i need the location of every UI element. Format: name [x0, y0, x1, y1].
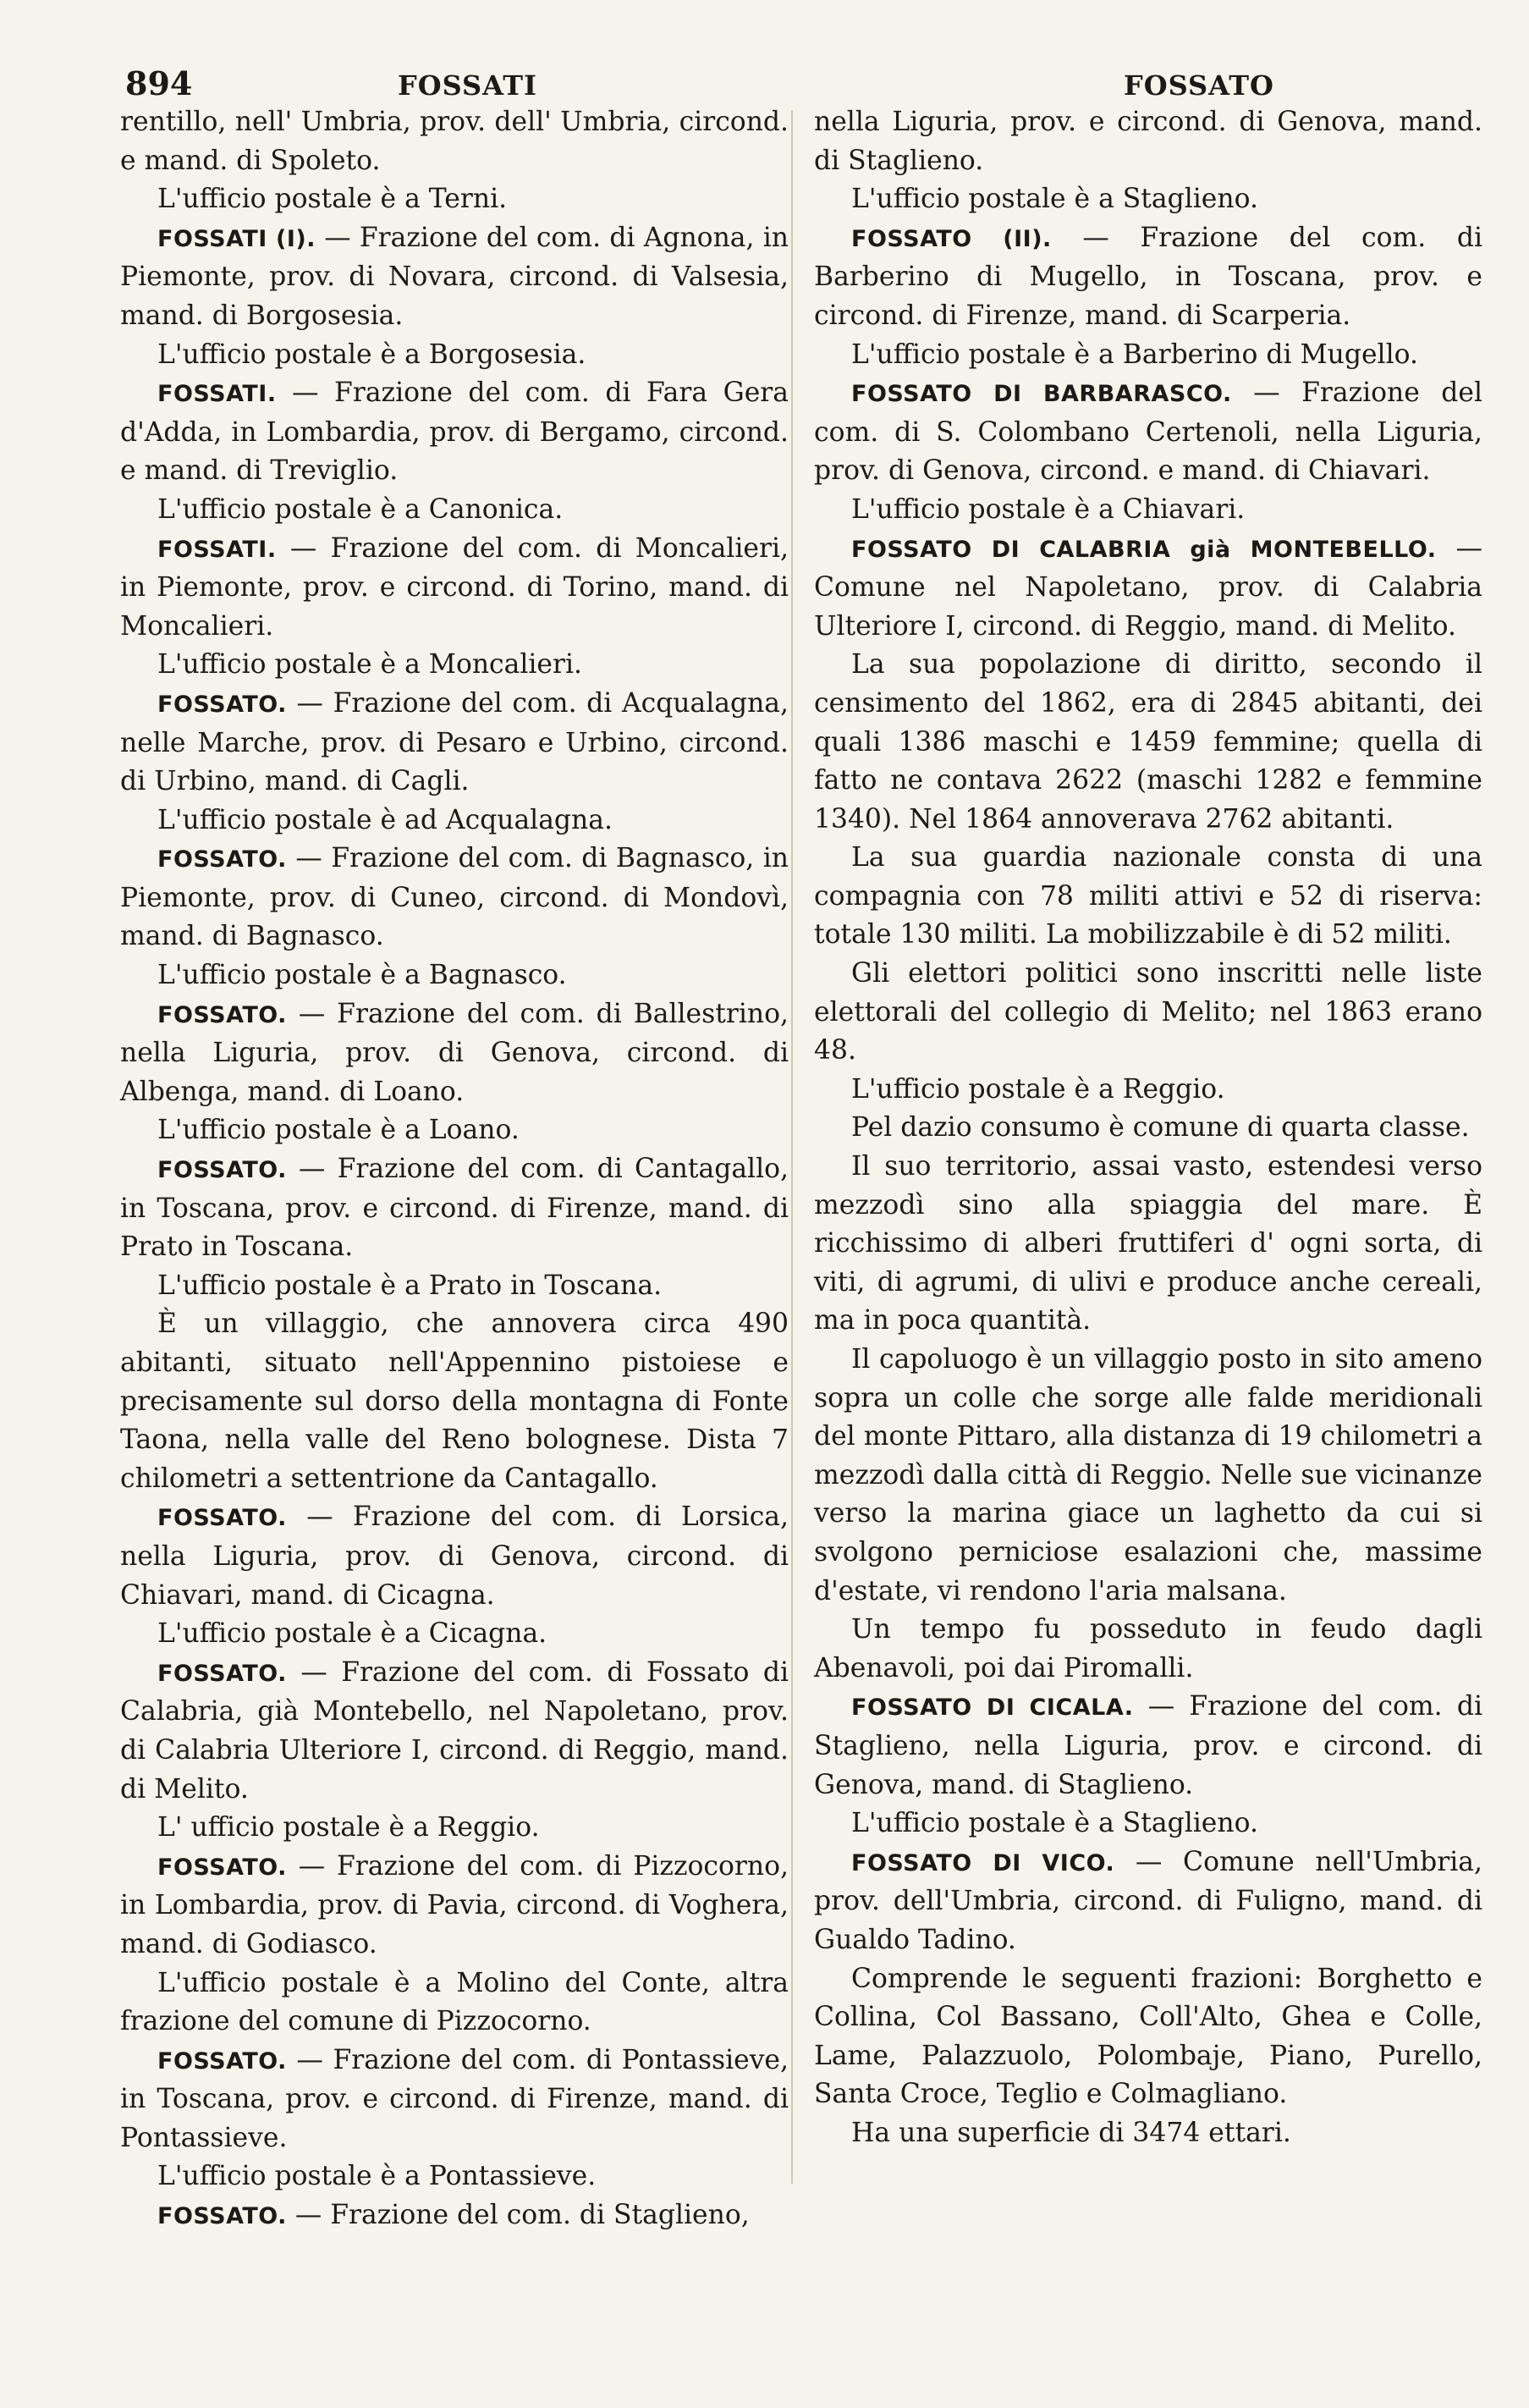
entry-text: — Comune nell'Umbria, prov. dell'Umbria, circond. di Fuligno, mand. di Gualdo Tadino.	[814, 1846, 1482, 1955]
entry-paragraph	[120, 1150, 789, 1267]
column-gutter	[791, 110, 793, 2184]
entry-text: — Frazione del com. di Pontassieve, in Toscana, prov. e circond. di Firenze, mand. di Pontassieve.	[120, 2044, 789, 2153]
entry-paragraph	[814, 2114, 1482, 2153]
entry-text: L'ufficio postale è a Loano.	[157, 1115, 520, 1146]
entry-text: L'ufficio postale è a Bagnasco.	[157, 960, 567, 991]
entry-paragraph	[120, 1305, 789, 1498]
entry-text: L'ufficio postale è a Barberino di Mugello.	[851, 339, 1418, 370]
entry-paragraph	[814, 1611, 1482, 1688]
entry-paragraph	[814, 374, 1482, 491]
entry-text: Pel dazio consumo è comune di quarta classe.	[851, 1112, 1470, 1143]
entry-text: Gli elettori politici sono inscritti nelle liste elettorali del collegio di Melito; nel 1863 erano 48.	[814, 958, 1482, 1066]
entry-headword: FOSSATO.	[157, 1001, 287, 1028]
entry-paragraph	[120, 956, 789, 995]
entry-headword: FOSSATO.	[157, 2203, 287, 2230]
entry-headword: FOSSATO.	[157, 1505, 287, 1532]
entry-text: La sua guardia nazionale consta di una compagnia con 78 militi attivi e 52 di riserva: totale 130 militi. La mobilizzabile è di 52 militi.	[814, 842, 1482, 951]
entry-text: L'ufficio postale è a Cicagna.	[157, 1618, 547, 1650]
entry-paragraph	[814, 1341, 1482, 1611]
entry-paragraph	[814, 491, 1482, 530]
entry-paragraph	[814, 336, 1482, 375]
entry-headword: FOSSATO DI VICO.	[851, 1849, 1115, 1876]
entry-text: — Frazione del com. di Staglieno,	[286, 2200, 750, 2231]
entry-paragraph	[120, 1654, 789, 1809]
entry-paragraph	[814, 219, 1482, 336]
entry-headword: FOSSATO.	[157, 1157, 287, 1184]
entry-paragraph	[120, 646, 789, 685]
entry-text: nella Liguria, prov. e circond. di Genova, mand. di Staglieno.	[814, 107, 1482, 176]
entry-paragraph	[814, 839, 1482, 955]
entry-headword: FOSSATO DI BARBARASCO.	[851, 381, 1232, 408]
entry-text: — Frazione del com. di Ballestrino, nella Liguria, prov. di Genova, circond. di Albenga, mand. di Loano.	[120, 998, 789, 1107]
entry-text: L'ufficio postale è a Moncalieri.	[157, 649, 583, 681]
entry-paragraph	[814, 1148, 1482, 1341]
entry-text: — Frazione del com. di S. Colombano Certenoli, nella Liguria, prov. di Genova, circond. e mand. di Chiavari.	[814, 377, 1482, 487]
entry-paragraph	[814, 1109, 1482, 1148]
entry-paragraph	[814, 180, 1482, 219]
entry-headword: FOSSATO.	[157, 691, 287, 718]
entry-headword: FOSSATI.	[157, 381, 277, 408]
left-running-head: FOSSATI	[398, 69, 537, 102]
entry-paragraph	[120, 336, 789, 375]
entry-text: — Frazione del com. di Cantagallo, in Toscana, prov. e circond. di Firenze, mand. di Prato in Toscana.	[120, 1154, 789, 1263]
entry-text: L'ufficio postale è a Staglieno.	[851, 1808, 1258, 1839]
entry-text: L'ufficio postale è a Prato in Toscana.	[157, 1270, 663, 1301]
entry-text: Un tempo fu posseduto in feudo dagli Abenavoli, poi dai Piromalli.	[814, 1614, 1482, 1683]
entry-text: Ha una superficie di 3474 ettari.	[851, 2117, 1291, 2148]
entry-text: — Frazione del com. di Fara Gera d'Adda, in Lombardia, prov. di Bergamo, circond. e mand. di Treviglio.	[120, 377, 789, 487]
entry-headword: FOSSATI (I).	[157, 225, 316, 252]
entry-headword: FOSSATO DI CICALA.	[851, 1694, 1134, 1722]
right-column	[814, 103, 1482, 2152]
entry-paragraph	[120, 2157, 789, 2196]
entry-paragraph	[120, 530, 789, 647]
entry-paragraph	[120, 840, 789, 956]
entry-text: L'ufficio postale è a Chiavari.	[851, 493, 1246, 525]
entry-text: L'ufficio postale è a Borgosesia.	[157, 339, 586, 370]
entry-paragraph	[120, 2042, 789, 2158]
entry-text: Il capoluogo è un villaggio posto in sito ameno sopra un colle che sorge alle falde meridionali del monte Pittaro, alla distanza di 19 chilometri a mezzodì dalla città di Reggio. Nelle sue vicinanze verso la marina giace un laghetto da cui si svolgono perniciose esalazioni che, massime d'estate, vi rendono l'aria malsana.	[814, 1344, 1482, 1606]
entry-paragraph	[120, 685, 789, 802]
entry-paragraph	[814, 103, 1482, 180]
entry-headword: FOSSATO.	[157, 1854, 287, 1881]
entry-paragraph	[120, 995, 789, 1112]
entry-headword: FOSSATO (II).	[851, 225, 1052, 252]
entry-paragraph	[120, 103, 789, 180]
entry-paragraph	[814, 1805, 1482, 1843]
entry-paragraph	[814, 1071, 1482, 1110]
entry-paragraph	[120, 1111, 789, 1150]
entry-paragraph	[120, 491, 789, 530]
entry-paragraph	[814, 646, 1482, 839]
entry-paragraph	[120, 219, 789, 336]
entry-paragraph	[814, 955, 1482, 1071]
entry-headword: FOSSATO DI CALABRIA già MONTEBELLO.	[851, 536, 1437, 563]
entry-text: — Comune nel Napoletano, prov. di Calabria Ulteriore I, circond. di Reggio, mand. di Melito.	[814, 532, 1483, 642]
entry-text: Comprende le seguenti frazioni: Borghetto e Collina, Col Bassano, Coll'Alto, Ghea e Colle, Lame, Palazzuolo, Polombaje, Piano, Purello, Santa Croce, Teglio e Colmagliano.	[814, 1963, 1482, 2110]
entry-text: — Frazione del com. di Barberino di Mugello, in Toscana, prov. e circond. di Firenze, mand. di Scarperia.	[814, 222, 1482, 331]
entry-text: L'ufficio postale è a Terni.	[157, 184, 508, 215]
entry-paragraph	[120, 180, 789, 219]
entry-text: L'ufficio postale è a Canonica.	[157, 493, 564, 525]
entry-paragraph	[120, 1848, 789, 1964]
entry-text: — Frazione del com. di Acqualagna, nelle Marche, prov. di Pesaro e Urbino, circond. di Urbino, mand. di Cagli.	[120, 687, 789, 797]
entry-paragraph	[814, 530, 1482, 647]
entry-paragraph	[120, 2196, 789, 2236]
entry-text: L'ufficio postale è a Pontassieve.	[157, 2161, 597, 2192]
entry-headword: FOSSATO.	[157, 2047, 287, 2075]
entry-text: Il suo territorio, assai vasto, estendesi verso mezzodì sino alla spiaggia del mare. È ricchissimo di alberi fruttiferi d' ogni sorta, di viti, di agrumi, di ulivi e produce anche cereali, ma in poca quantità.	[814, 1151, 1482, 1336]
entry-text: L'ufficio postale è a Reggio.	[851, 1073, 1225, 1105]
entry-paragraph	[814, 1688, 1482, 1805]
entry-text: — Frazione del com. di Moncalieri, in Piemonte, prov. e circond. di Torino, mand. di Moncalieri.	[120, 532, 789, 642]
entry-paragraph	[120, 1615, 789, 1654]
entry-text: — Frazione del com. di Lorsica, nella Liguria, prov. di Genova, circond. di Chiavari, mand. di Cicagna.	[120, 1502, 789, 1611]
entry-text: — Frazione del com. di Agnona, in Piemonte, prov. di Novara, circond. di Valsesia, mand. di Borgosesia.	[120, 222, 789, 331]
entry-text: — Frazione del com. di Pizzocorno, in Lombardia, prov. di Pavia, circond. di Voghera, mand. di Godiasco.	[120, 1850, 789, 1959]
entry-text: L'ufficio postale è a Molino del Conte, altra frazione del comune di Pizzocorno.	[120, 1967, 789, 2037]
entry-paragraph	[120, 1498, 789, 1615]
left-column	[120, 103, 789, 2236]
entry-paragraph	[120, 802, 789, 840]
entry-headword: FOSSATI.	[157, 536, 277, 563]
right-running-head: FOSSATO	[1124, 69, 1274, 102]
entry-text: L'ufficio postale è ad Acqualagna.	[157, 804, 613, 835]
entry-headword: FOSSATO.	[157, 1660, 287, 1687]
entry-text: — Frazione del com. di Staglieno, nella Liguria, prov. e circond. di Genova, mand. di Staglieno.	[814, 1691, 1483, 1800]
entry-paragraph	[120, 1267, 789, 1306]
entry-paragraph	[120, 374, 789, 491]
entry-text: L' ufficio postale è a Reggio.	[157, 1812, 540, 1843]
entry-text: L'ufficio postale è a Staglieno.	[851, 184, 1258, 215]
entry-paragraph	[120, 1964, 789, 2042]
entry-headword: FOSSATO.	[157, 846, 287, 873]
entry-paragraph	[814, 1843, 1482, 1960]
entry-paragraph	[814, 1960, 1482, 2114]
entry-text: La sua popolazione di diritto, secondo il censimento del 1862, era di 2845 abitanti, dei quali 1386 maschi e 1459 femmine; quella di fatto ne contava 2622 (maschi 1282 e femmine 1340). Nel 1864 annoverava 2762 abitanti.	[814, 649, 1482, 835]
entry-paragraph	[120, 1809, 789, 1848]
entry-text: È un villaggio, che annovera circa 490 abitanti, situato nell'Appennino pistoiese e precisamente sul dorso della montagna di Fonte Taona, nella valle del Reno bolognese. Dista 7 chilometri a settentrione da Cantagallo.	[120, 1309, 789, 1494]
entry-text: — Frazione del com. di Bagnasco, in Piemonte, prov. di Cuneo, circond. di Mondovì, mand. di Bagnasco.	[120, 843, 789, 952]
entry-text: — Frazione del com. di Fossato di Calabria, già Montebello, nel Napoletano, prov. di Calabria Ulteriore I, circond. di Reggio, mand. di Melito.	[120, 1656, 789, 1805]
page-number: 894	[125, 64, 193, 102]
entry-text: rentillo, nell' Umbria, prov. dell' Umbria, circond. e mand. di Spoleto.	[120, 107, 789, 176]
